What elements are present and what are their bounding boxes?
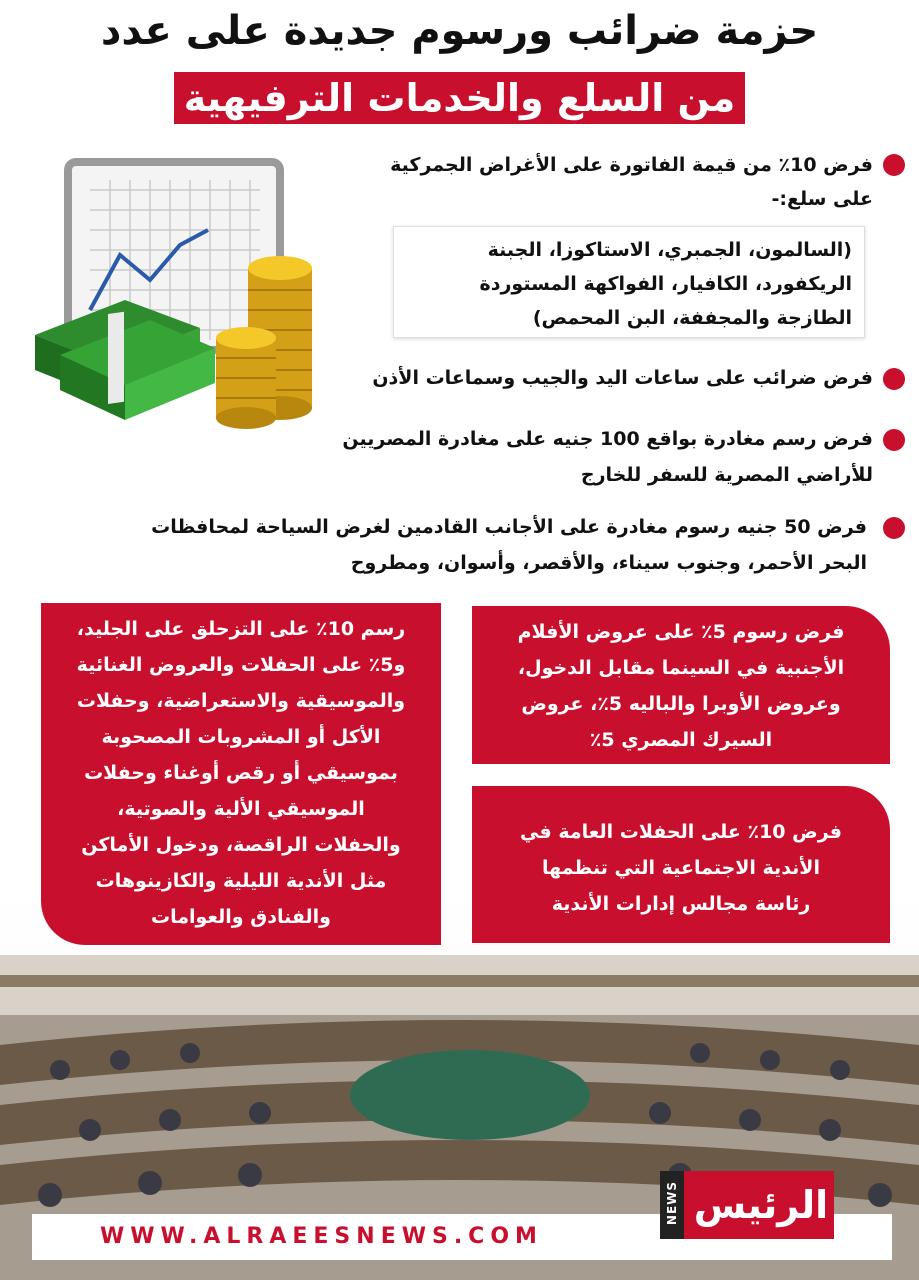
card-line: رئاسة مجالس إدارات الأندية — [551, 893, 811, 915]
brand-logo-text: الرئيس — [693, 1183, 829, 1227]
bullet-watches: فرض ضرائب على ساعات اليد والجيب وسماعات الأذن — [372, 367, 873, 389]
goods-line: الريكفورد، الكافيار، الفواكهة المستوردة — [479, 273, 852, 295]
bullet-dot — [883, 429, 905, 451]
card-line: والفنادق والعوامات — [151, 906, 331, 928]
goods-list-box — [393, 226, 865, 338]
bullet-dot — [883, 154, 905, 176]
card-line: الموسيقي الألية والصوتية، — [117, 798, 365, 820]
page-title: حزمة ضرائب ورسوم جديدة على عدد — [100, 8, 819, 54]
cinema-fees-card — [472, 606, 890, 764]
bullet-dot — [883, 517, 905, 539]
card-line: الأندية الاجتماعية التي تنظمها — [542, 857, 820, 879]
news-tag: NEWS — [665, 1180, 679, 1226]
page-subtitle-wrap — [0, 72, 919, 124]
card-line: والحفلات الراقصة، ودخول الأماكن — [81, 834, 401, 856]
goods-line: الطازجة والمجففة، البن المحمص) — [532, 307, 852, 329]
website-url[interactable]: WWW.ALRAEESNEWS.COM — [100, 1224, 543, 1249]
bullet-foreign-departure-line1: فرض 50 جنيه رسوم مغادرة على الأجانب القادمين لغرض السياحة لمحافظات — [151, 516, 867, 538]
card-line: رسم 10٪ على التزحلق على الجليد، — [76, 618, 406, 640]
card-line: السيرك المصري 5٪ — [589, 729, 773, 751]
bullet-dot — [883, 368, 905, 390]
goods-line: (السالمون، الجمبري، الاستاكوزا، الجبنة — [487, 239, 852, 261]
bullet-customs-line1: فرض 10٪ من قيمة الفاتورة على الأغراض الجمركية — [390, 154, 873, 176]
page-subtitle: من السلع والخدمات الترفيهية — [174, 72, 746, 124]
bullet-foreign-departure-line2: البحر الأحمر، وجنوب سيناء، والأقصر، وأسوان، ومطروح — [350, 552, 867, 574]
entertainment-fees-card — [41, 603, 441, 945]
finance-illustration — [30, 150, 320, 435]
bullet-egyptian-departure-line2: للأراضي المصرية للسفر للخارج — [580, 464, 873, 486]
club-parties-card — [472, 786, 890, 943]
card-line: فرض رسوم 5٪ على عروض الأفلام — [517, 621, 845, 643]
card-line: والموسيقية والاستعراضية، وحفلات — [76, 690, 406, 712]
card-line: الأكل أو المشروبات المصحوبة — [101, 726, 381, 748]
card-line: وعروض الأوبرا والباليه 5٪، عروض — [521, 693, 841, 715]
card-line: مثل الأندية الليلية والكازينوهات — [95, 870, 387, 892]
bullet-customs-line2: على سلع:- — [771, 188, 873, 210]
card-line: الأجنبية في السينما مقابل الدخول، — [517, 657, 845, 679]
card-line: و5٪ على الحفلات والعروض الغنائية — [76, 654, 406, 676]
card-line: فرض 10٪ على الحفلات العامة في — [520, 821, 842, 843]
card-line: بموسيقي أو رقص أوغناء وحفلات — [84, 762, 398, 784]
bullet-egyptian-departure-line1: فرض رسم مغادرة بواقع 100 جنيه على مغادرة المصريين — [342, 428, 873, 450]
